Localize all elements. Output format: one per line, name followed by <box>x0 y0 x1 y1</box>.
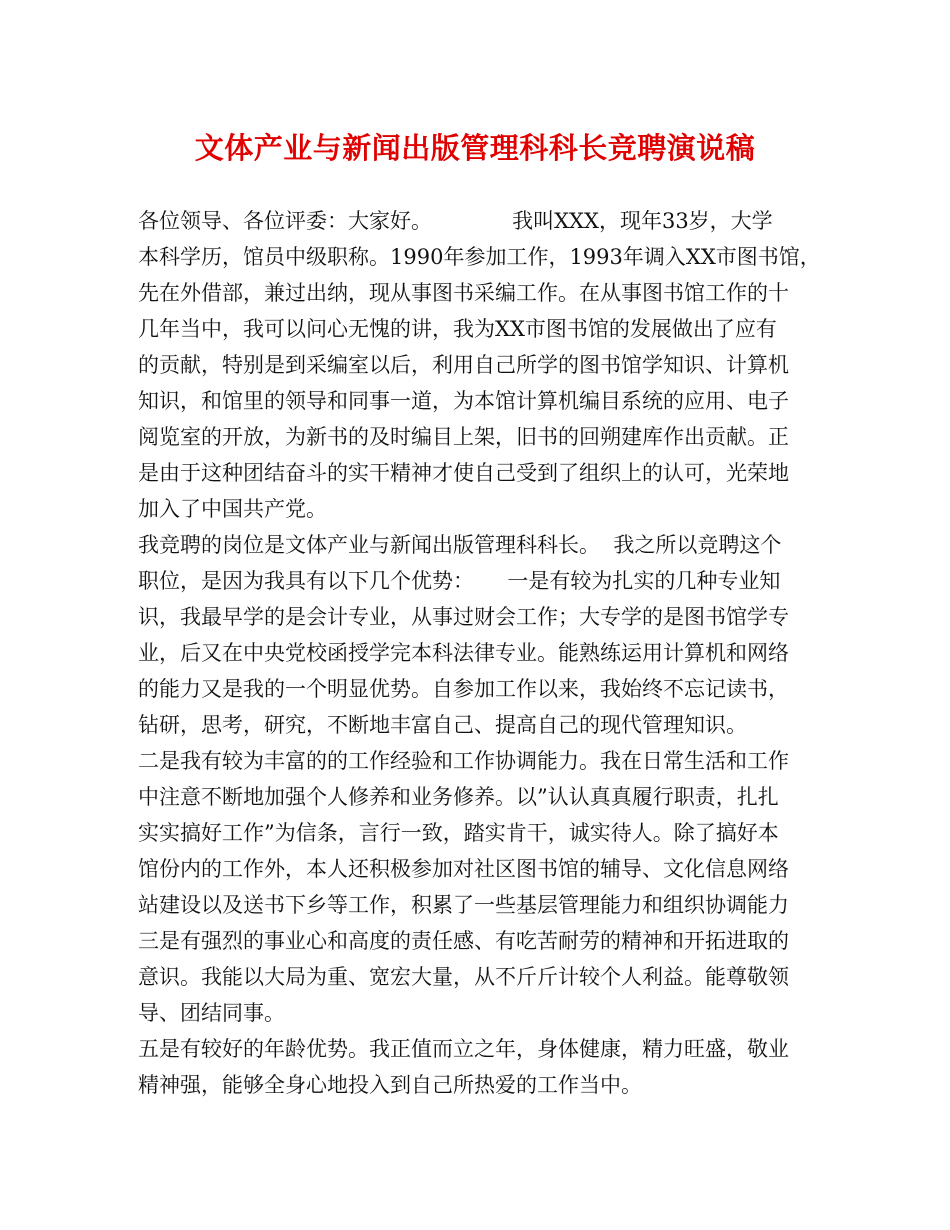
text-line: 意识。我能以大局为重、宽宏大量，从不斤斤计较个人利益。能尊敬领 <box>138 965 789 989</box>
document-body <box>138 203 828 1103</box>
text-line: 钻研，思考，研究，不断地丰富自己、提高自己的现代管理知识。 <box>138 713 747 737</box>
text-line: 中注意不断地加强个人修养和业务修养。以”认认真真履行职责，扎扎 <box>138 785 779 809</box>
text-line: 我竞聘的岗位是文体产业与新闻出版管理科科长。 我之所以竞聘这个 <box>138 533 782 557</box>
text-line: 加入了中国共产党。 <box>138 497 327 521</box>
text-line: 识，我最早学的是会计专业，从事过财会工作；大专学的是图书馆学专 <box>138 605 789 629</box>
text-line: 知识，和馆里的领导和同事一道，为本馆计算机编目系统的应用、电子 <box>138 389 789 413</box>
text-line: 先在外借部，兼过出纳，现从事图书采编工作。在从事图书馆工作的十 <box>138 281 789 305</box>
text-line: 导、团结同事。 <box>138 1001 285 1025</box>
text-line: 业，后又在中央党校函授学完本科法律专业。能熟练运用计算机和网络 <box>138 641 789 665</box>
text-line: 的贡献，特别是到采编室以后，利用自己所学的图书馆学知识、计算机 <box>138 353 789 377</box>
text-line: 二是我有较为丰富的的工作经验和工作协调能力。我在日常生活和工作 <box>138 749 789 773</box>
text-line: 精神强，能够全身心地投入到自己所热爱的工作当中。 <box>138 1073 642 1097</box>
text-line: 本科学历，馆员中级职称。1990年参加工作，1993年调入XX市图书馆， <box>138 245 821 269</box>
text-line: 各位领导、各位评委：大家好。 我叫XXX，现年33岁，大学 <box>138 209 773 233</box>
text-line: 三是有强烈的事业心和高度的责任感、有吃苦耐劳的精神和开拓进取的 <box>138 929 789 953</box>
document-title: 文体产业与新闻出版管理科科长竞聘演说稿 <box>194 131 756 165</box>
text-line: 实实搞好工作”为信条，言行一致，踏实肯干，诚实待人。除了搞好本 <box>138 821 779 845</box>
text-line: 五是有较好的年龄优势。我正值而立之年，身体健康，精力旺盛，敬业 <box>138 1037 789 1061</box>
text-line: 职位，是因为我具有以下几个优势： 一是有较为扎实的几种专业知 <box>138 569 781 593</box>
text-line: 的能力又是我的一个明显优势。自参加工作以来，我始终不忘记读书， <box>138 677 789 701</box>
text-line: 站建设以及送书下乡等工作，积累了一些基层管理能力和组织协调能力 <box>138 893 789 917</box>
text-line: 几年当中，我可以问心无愧的讲，我为XX市图书馆的发展做出了应有 <box>138 317 777 341</box>
text-line: 阅览室的开放，为新书的及时编目上架，旧书的回朔建库作出贡献。正 <box>138 425 789 449</box>
text-line: 馆份内的工作外，本人还积极参加对社区图书馆的辅导、文化信息网络 <box>138 857 789 881</box>
text-line: 是由于这种团结奋斗的实干精神才使自己受到了组织上的认可，光荣地 <box>138 461 789 485</box>
